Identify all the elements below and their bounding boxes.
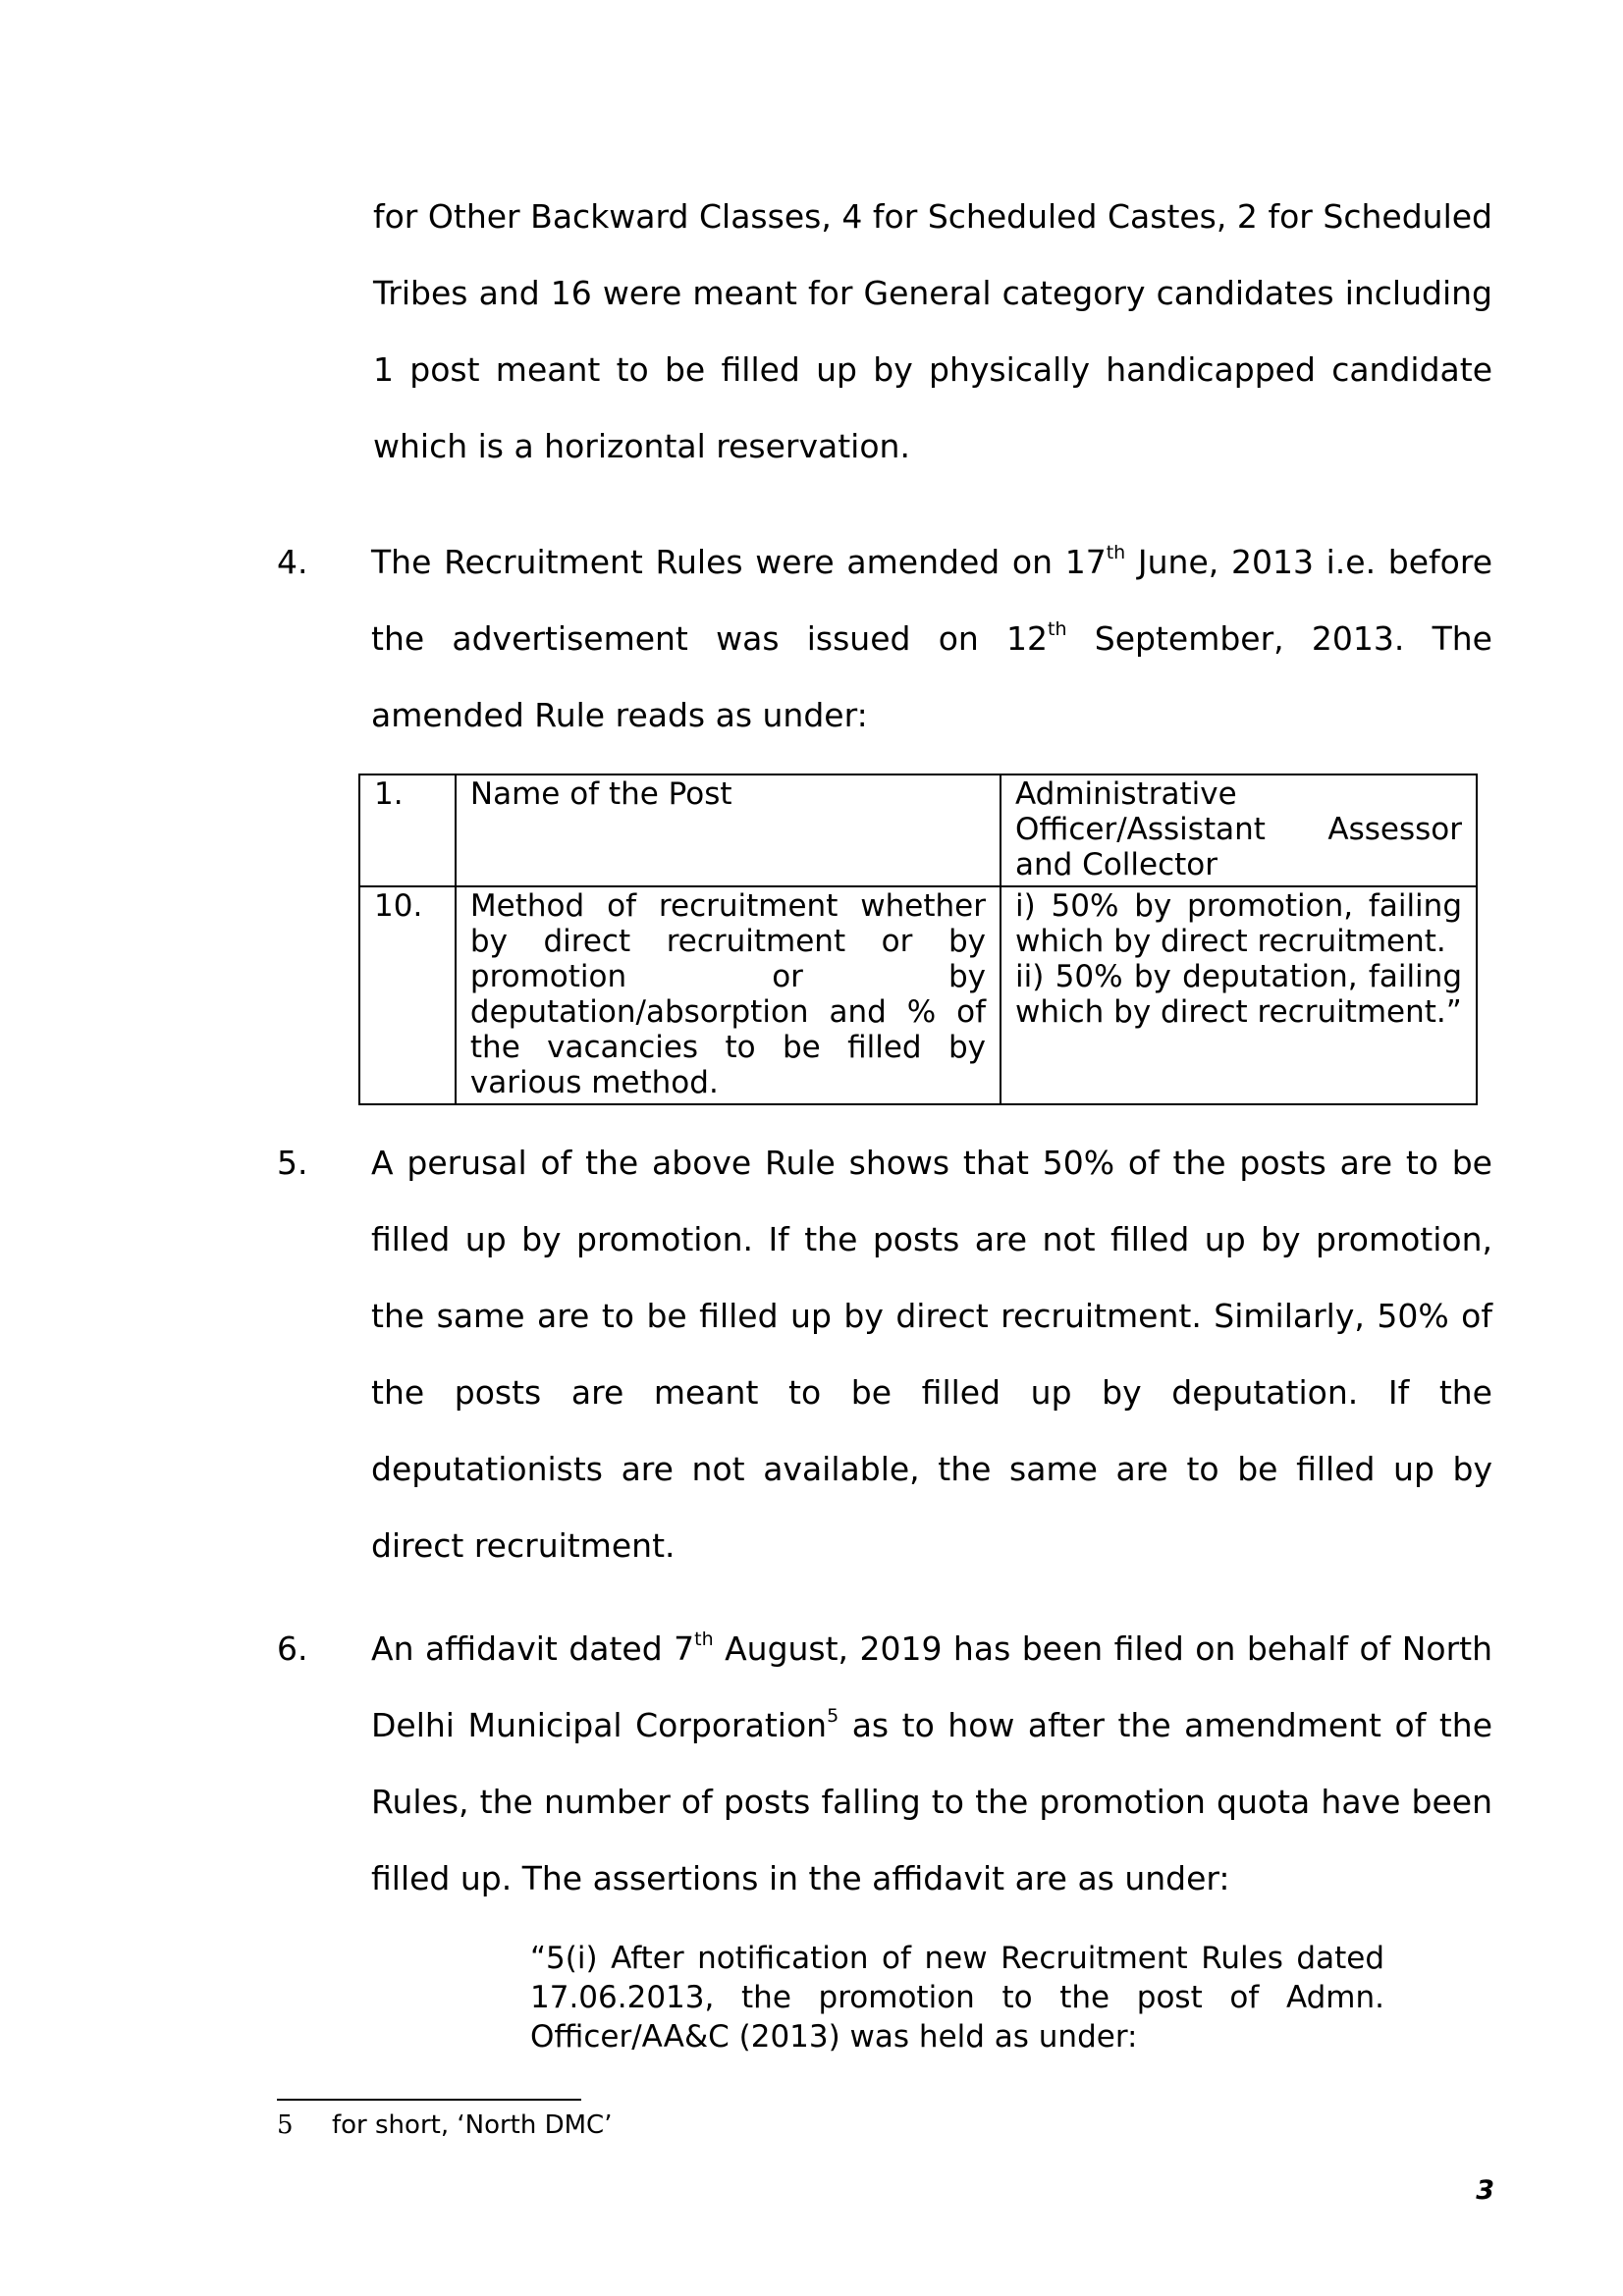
paragraph-5-number: 5. [277, 1144, 308, 1182]
table-row [359, 774, 1477, 886]
footnote-divider [277, 2099, 581, 2101]
paragraph-4-text: The Recruitment Rules were amended on 17th June, 2013 i.e. before the advertisement was issued on 12th September, 2013. The amended Rule reads as under: [371, 541, 1492, 734]
paragraph-5-text: A perusal of the above Rule shows that 50% of the posts are to be filled up by promotion. If the posts are not filled up by promotion, the same are to be filled up by direct recruitment. Similarly, 50% of the posts are meant to be filled up by deputation. If the deputationists are not available, the same are to be filled up by direct recruitment. [371, 1144, 1492, 1565]
paragraph-6 [371, 1611, 1492, 1917]
table-cell-value-line: i) 50% by promotion, failing which by direct recruitment. [1015, 888, 1462, 959]
paragraph-text: for Other Backward Classes, 4 for Scheduled Castes, 2 for Scheduled Tribes and 16 were meant for General category candidates including 1 post meant to be filled up by physically handicapped candidate which is a horizontal reservation. [373, 197, 1492, 465]
table-cell-field: Name of the Post [456, 774, 1001, 886]
paragraph-6-number: 6. [277, 1629, 308, 1668]
table-cell-value [1001, 886, 1477, 1104]
table-row [359, 886, 1477, 1104]
footnote [277, 2109, 612, 2142]
table-cell-value: Administrative Officer/Assistant Assessor and Collector [1001, 774, 1477, 886]
table-cell-sno: 1. [359, 774, 456, 886]
table-cell-sno: 10. [359, 886, 456, 1104]
recruitment-rule-table [358, 774, 1478, 1105]
footnote-text: for short, ‘North DMC’ [332, 2110, 613, 2140]
affidavit-quote: “5(i) After notification of new Recruitment Rules dated 17.06.2013, the promotion to the post of Admn. Officer/AA&C (2013) was held as under: [530, 1941, 1384, 2055]
footnote-reference: 5 [827, 1704, 839, 1727]
page-number: 3 [1476, 2175, 1494, 2206]
paragraph-4 [371, 524, 1492, 754]
table-cell-value-line: ii) 50% by deputation, failing which by direct recruitment.” [1015, 959, 1462, 1030]
table-cell-field: Method of recruitment whether by direct recruitment or by promotion or by deputation/absorption and % of the vacancies to be filled by various method. [456, 886, 1001, 1104]
footnote-number: 5 [277, 2110, 294, 2140]
paragraph-6-text: An affidavit dated 7th August, 2019 has been filed on behalf of North Delhi Municipal Corporation$^5$ as to how after the amendment of the Rules, the number of posts falling to the promotion quota have been filled up. The assertions in the affidavit are as under: [371, 1628, 1492, 1897]
paragraph-continuation [373, 179, 1492, 485]
paragraph-4-number: 4. [277, 543, 308, 581]
paragraph-5 [371, 1125, 1492, 1584]
